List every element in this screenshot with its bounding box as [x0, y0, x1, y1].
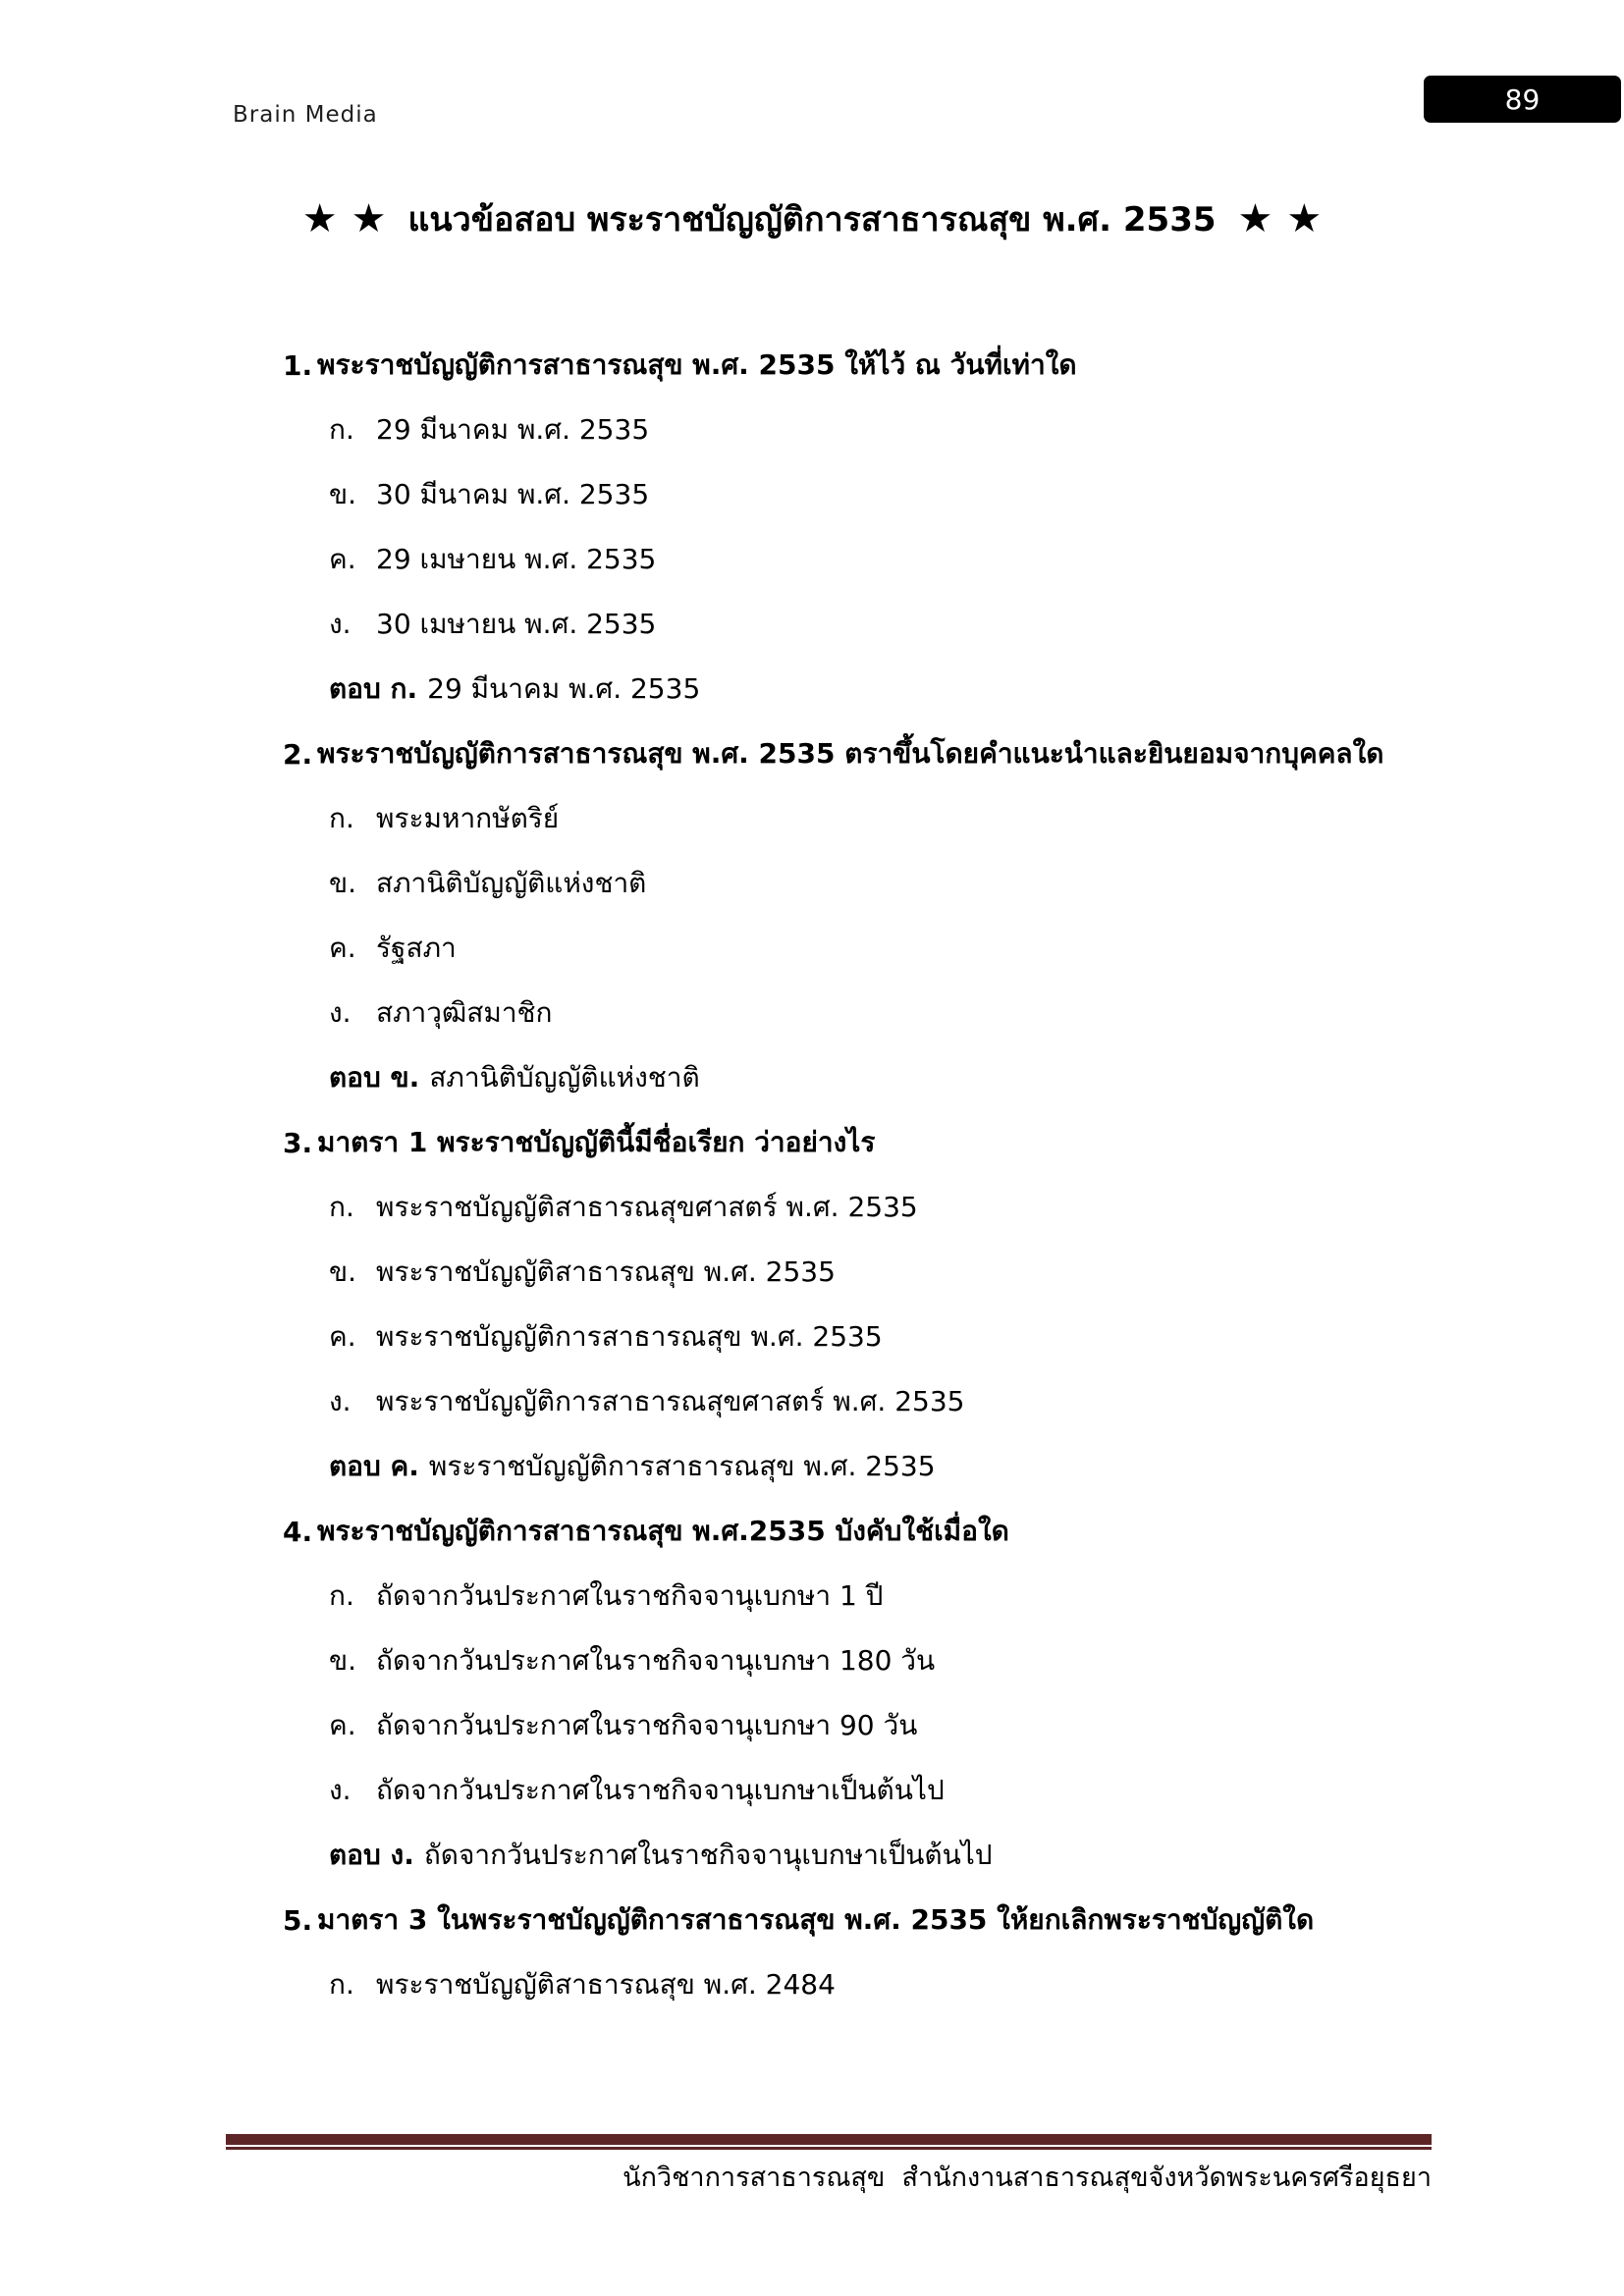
choice-4-c [283, 1693, 1451, 1758]
choice-4-b [283, 1629, 1451, 1693]
choice-text: พระราชบัญญัติการสาธารณสุข พ.ศ. 2535 [376, 1320, 883, 1353]
answer-text: พระราชบัญญัติการสาธารณสุข พ.ศ. 2535 [428, 1450, 936, 1482]
question-text: มาตรา 3 ในพระราชบัญญัติการสาธารณสุข พ.ศ. 2535 ให้ยกเลิกพระราชบัญญัติใด [317, 1903, 1315, 1936]
footer-divider [226, 2134, 1432, 2150]
choice-text: สภาวุฒิสมาชิก [376, 996, 553, 1029]
choice-letter: ง. [329, 1774, 352, 1806]
choice-letter: ข. [329, 1644, 357, 1677]
choice-5-a [283, 1952, 1451, 2017]
choice-1-c [283, 527, 1451, 592]
page-number: 89 [1504, 82, 1541, 116]
choice-1-b [283, 462, 1451, 527]
question-number: 2. [283, 737, 313, 771]
choice-letter: ก. [329, 1191, 354, 1223]
choice-letter: ก. [329, 1968, 354, 2001]
choice-letter: ค. [329, 1709, 356, 1741]
choice-4-a [283, 1564, 1451, 1629]
answer-prefix: ตอบ ค. [329, 1450, 419, 1482]
choice-text: ถัดจากวันประกาศในราชกิจจานุเบกษาเป็นต้นไป [376, 1774, 945, 1806]
choice-text: ถัดจากวันประกาศในราชกิจจานุเบกษา 1 ปี [376, 1579, 884, 1612]
question-5 [283, 1888, 1451, 1952]
choice-2-b [283, 851, 1451, 916]
choice-letter: ข. [329, 478, 357, 510]
choice-letter: ข. [329, 1255, 357, 1288]
choice-letter: ก. [329, 802, 354, 834]
answer-text: ถัดจากวันประกาศในราชกิจจานุเบกษาเป็นต้นไป [423, 1839, 993, 1871]
question-text: พระราชบัญญัติการสาธารณสุข พ.ศ. 2535 ตราขึ้นโดยคำแนะนำและยินยอมจากบุคคลใด [317, 737, 1384, 770]
question-text: พระราชบัญญัติการสาธารณสุข พ.ศ. 2535 ให้ไว้ ณ วันที่เท่าใด [317, 348, 1077, 381]
star-icon: ★ [1286, 196, 1323, 241]
star-icon: ★ [301, 196, 338, 241]
question-number: 5. [283, 1903, 313, 1937]
choice-text: รัฐสภา [376, 932, 457, 964]
choice-1-a [283, 398, 1451, 462]
choice-letter: ค. [329, 543, 356, 575]
choice-letter: ง. [329, 1385, 352, 1417]
question-4 [283, 1499, 1451, 1564]
choice-text: พระราชบัญญัติสาธารณสุข พ.ศ. 2484 [376, 1968, 836, 2001]
document-title [0, 192, 1624, 245]
star-icon: ★ [351, 196, 387, 241]
choice-letter: ง. [329, 608, 352, 640]
answer-text: 29 มีนาคม พ.ศ. 2535 [427, 672, 701, 705]
footer-divider-thin-line [226, 2147, 1432, 2150]
footer-divider-thick-line [226, 2134, 1432, 2145]
page-number-badge [1424, 76, 1621, 123]
answer-4 [283, 1823, 1451, 1888]
brand-text: Brain Media [233, 102, 378, 128]
choice-3-b [283, 1240, 1451, 1305]
footer-credit: นักวิชาการสาธารณสุข สำนักงานสาธารณสุขจังหวัดพระนครศรีอยุธยา [623, 2163, 1432, 2193]
question-3 [283, 1110, 1451, 1175]
question-1 [283, 333, 1451, 398]
choice-letter: ก. [329, 413, 354, 446]
question-text: มาตรา 1 พระราชบัญญัตินี้มีชื่อเรียก ว่าอย่างไร [317, 1126, 876, 1158]
choice-text: พระราชบัญญัติการสาธารณสุขศาสตร์ พ.ศ. 2535 [376, 1385, 965, 1417]
answer-2 [283, 1045, 1451, 1110]
answer-prefix: ตอบ ข. [329, 1061, 420, 1094]
question-number: 4. [283, 1515, 313, 1548]
choice-text: 29 มีนาคม พ.ศ. 2535 [376, 413, 650, 446]
choice-4-d [283, 1758, 1451, 1823]
choice-letter: ค. [329, 1320, 356, 1353]
star-icon: ★ [1237, 196, 1273, 241]
answer-text: สภานิติบัญญัติแห่งชาติ [429, 1061, 700, 1094]
question-number: 1. [283, 348, 313, 382]
choice-letter: ง. [329, 996, 352, 1029]
choice-letter: ข. [329, 867, 357, 899]
choice-text: สภานิติบัญญัติแห่งชาติ [376, 867, 647, 899]
choice-3-d [283, 1369, 1451, 1434]
answer-3 [283, 1434, 1451, 1499]
choice-text: 29 เมษายน พ.ศ. 2535 [376, 543, 657, 575]
title-text: แนวข้อสอบ พระราชบัญญัติการสาธารณสุข พ.ศ. 2535 [407, 200, 1217, 240]
choice-3-a [283, 1175, 1451, 1240]
title-stars-right [1237, 196, 1323, 241]
title-stars-left [301, 196, 387, 241]
choice-text: พระราชบัญญัติสาธารณสุขศาสตร์ พ.ศ. 2535 [376, 1191, 918, 1223]
choice-2-d [283, 981, 1451, 1045]
choice-text: พระมหากษัตริย์ [376, 802, 560, 834]
answer-prefix: ตอบ ก. [329, 672, 418, 705]
choice-letter: ก. [329, 1579, 354, 1612]
choice-1-d [283, 592, 1451, 657]
choice-text: ถัดจากวันประกาศในราชกิจจานุเบกษา 180 วัน [376, 1644, 936, 1677]
question-number: 3. [283, 1126, 313, 1159]
choice-text: 30 มีนาคม พ.ศ. 2535 [376, 478, 650, 510]
answer-prefix: ตอบ ง. [329, 1839, 414, 1871]
question-2 [283, 721, 1451, 786]
choice-text: 30 เมษายน พ.ศ. 2535 [376, 608, 657, 640]
choice-2-c [283, 916, 1451, 981]
choice-letter: ค. [329, 932, 356, 964]
choice-text: ถัดจากวันประกาศในราชกิจจานุเบกษา 90 วัน [376, 1709, 918, 1741]
answer-1 [283, 657, 1451, 721]
choice-3-c [283, 1305, 1451, 1369]
choice-text: พระราชบัญญัติสาธารณสุข พ.ศ. 2535 [376, 1255, 836, 1288]
question-text: พระราชบัญญัติการสาธารณสุข พ.ศ.2535 บังคับใช้เมื่อใด [317, 1515, 1009, 1547]
questions-list [283, 333, 1451, 2017]
choice-2-a [283, 786, 1451, 851]
